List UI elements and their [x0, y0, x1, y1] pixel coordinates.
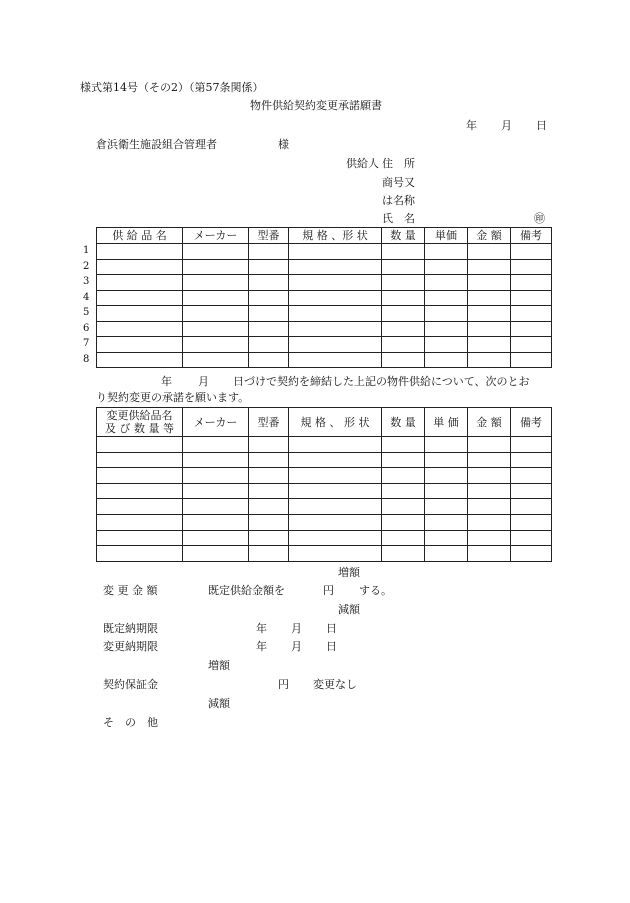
body-text-line2: り契約変更の承諾を願います。 — [96, 391, 250, 404]
row-number: 2 — [83, 261, 90, 272]
cell[interactable] — [97, 352, 183, 368]
table-row — [97, 259, 552, 275]
cell[interactable] — [183, 259, 249, 275]
cell[interactable] — [183, 530, 249, 546]
cell[interactable] — [249, 514, 289, 530]
cell[interactable] — [425, 546, 468, 562]
cell[interactable] — [289, 546, 382, 562]
header-model: 型番 — [249, 408, 289, 437]
cell[interactable] — [97, 546, 183, 562]
cell[interactable] — [425, 275, 468, 291]
guarantee-no-change: 変更なし — [313, 678, 357, 691]
cell[interactable] — [289, 514, 382, 530]
table-row — [97, 530, 552, 546]
table-row — [97, 352, 552, 368]
cell[interactable] — [183, 514, 249, 530]
cell[interactable] — [382, 514, 425, 530]
amount-change-text: 既定供給金額を — [208, 584, 285, 597]
cell[interactable] — [249, 306, 289, 322]
cell[interactable] — [425, 290, 468, 306]
header-item-name: 供 給 品 名 — [97, 228, 183, 244]
cell[interactable] — [249, 452, 289, 468]
cell[interactable] — [511, 483, 552, 499]
cell[interactable] — [249, 290, 289, 306]
header-spec: 規 格 、 形 状 — [289, 408, 382, 437]
cell[interactable] — [97, 275, 183, 291]
cell[interactable] — [249, 244, 289, 260]
cell[interactable] — [249, 352, 289, 368]
table-row — [97, 452, 552, 468]
other-label: そ の 他 — [103, 716, 158, 729]
cell[interactable] — [511, 499, 552, 515]
amount-yen: 円 — [323, 584, 334, 597]
body-month: 月 — [198, 375, 209, 388]
supplier-trade-name-1: 商号又 — [382, 176, 415, 189]
cell[interactable] — [289, 530, 382, 546]
body-text-line1: 日づけで契約を締結した上記の物件供給について、次のとお — [233, 375, 530, 388]
header-maker: メーカー — [183, 228, 249, 244]
cell[interactable] — [511, 352, 552, 368]
cell[interactable] — [289, 468, 382, 484]
cell[interactable] — [97, 499, 183, 515]
table-row — [97, 499, 552, 515]
cell[interactable] — [382, 244, 425, 260]
cell[interactable] — [289, 483, 382, 499]
cell[interactable] — [468, 499, 511, 515]
cell[interactable] — [425, 244, 468, 260]
cell[interactable] — [183, 499, 249, 515]
cell[interactable] — [511, 337, 552, 353]
deadline-current-label: 既定納期限 — [103, 622, 158, 635]
addressee-honorific: 様 — [278, 138, 289, 151]
cell[interactable] — [382, 499, 425, 515]
cell[interactable] — [289, 259, 382, 275]
body-year: 年 — [161, 375, 172, 388]
guarantee-increase: 増額 — [208, 659, 230, 672]
cell[interactable] — [249, 437, 289, 453]
header-maker: メーカー — [183, 408, 249, 437]
header-changed-items-line2: 及 び 数 量 等 — [105, 422, 174, 435]
cell[interactable] — [511, 321, 552, 337]
cell[interactable] — [183, 437, 249, 453]
supplier-address-label: 住 所 — [382, 157, 415, 170]
cell[interactable] — [425, 483, 468, 499]
cell[interactable] — [382, 337, 425, 353]
cell[interactable] — [249, 468, 289, 484]
cell[interactable] — [382, 290, 425, 306]
row-number: 3 — [83, 276, 90, 287]
header-changed-items-line1: 変更供給品名 — [106, 409, 173, 422]
cell[interactable] — [289, 275, 382, 291]
form-id: 様式第14号（その2）（第57条関係） — [80, 81, 264, 94]
cell[interactable] — [249, 546, 289, 562]
cell[interactable] — [183, 483, 249, 499]
cell[interactable] — [249, 530, 289, 546]
table-row — [97, 337, 552, 353]
cell[interactable] — [425, 468, 468, 484]
supplier-name-label: 氏 名 — [382, 212, 415, 225]
cell[interactable] — [97, 244, 183, 260]
deadline-changed-label: 変更納期限 — [103, 640, 158, 653]
amount-suru: する。 — [359, 584, 392, 597]
cell[interactable] — [511, 546, 552, 562]
cell[interactable] — [97, 290, 183, 306]
cell[interactable] — [382, 468, 425, 484]
cell[interactable] — [382, 352, 425, 368]
cell[interactable] — [183, 244, 249, 260]
cell[interactable] — [249, 337, 289, 353]
date-year: 年 — [466, 119, 477, 132]
row-number: 1 — [83, 245, 90, 256]
cell[interactable] — [468, 452, 511, 468]
cell[interactable] — [382, 259, 425, 275]
cell[interactable] — [183, 468, 249, 484]
amount-change-label: 変 更 金 額 — [103, 584, 158, 597]
cell[interactable] — [97, 452, 183, 468]
cell[interactable] — [468, 514, 511, 530]
guarantee-decrease: 減額 — [208, 697, 230, 710]
cell[interactable] — [183, 546, 249, 562]
cell[interactable] — [468, 468, 511, 484]
header-unit-price: 単価 — [425, 228, 468, 244]
cell[interactable] — [468, 259, 511, 275]
cell[interactable] — [425, 437, 468, 453]
cell[interactable] — [382, 483, 425, 499]
cell[interactable] — [382, 452, 425, 468]
cell[interactable] — [249, 499, 289, 515]
header-amount: 金 額 — [468, 228, 511, 244]
cell[interactable] — [511, 275, 552, 291]
cell[interactable] — [468, 437, 511, 453]
cell[interactable] — [183, 337, 249, 353]
cell[interactable] — [382, 546, 425, 562]
cell[interactable] — [249, 483, 289, 499]
cell[interactable] — [511, 306, 552, 322]
cell[interactable] — [511, 468, 552, 484]
table-row — [97, 321, 552, 337]
deadline-changed-month: 月 — [291, 640, 302, 653]
cell[interactable] — [468, 244, 511, 260]
cell[interactable] — [289, 337, 382, 353]
cell[interactable] — [382, 275, 425, 291]
cell[interactable] — [183, 352, 249, 368]
header-unit-price: 単 価 — [425, 408, 468, 437]
cell[interactable] — [97, 437, 183, 453]
cell[interactable] — [382, 321, 425, 337]
cell[interactable] — [468, 530, 511, 546]
cell[interactable] — [511, 514, 552, 530]
cell[interactable] — [289, 499, 382, 515]
table-row — [97, 437, 552, 453]
cell[interactable] — [97, 321, 183, 337]
cell[interactable] — [289, 290, 382, 306]
table-row — [97, 514, 552, 530]
cell[interactable] — [249, 321, 289, 337]
change-items-table — [96, 407, 552, 562]
table-row — [97, 468, 552, 484]
header-quantity: 数 量 — [382, 408, 425, 437]
supply-items-table — [96, 227, 552, 368]
date-month: 月 — [501, 119, 512, 132]
cell[interactable] — [511, 437, 552, 453]
cell[interactable] — [183, 306, 249, 322]
cell[interactable] — [511, 290, 552, 306]
deadline-changed-day: 日 — [326, 640, 337, 653]
deadline-current-day: 日 — [326, 622, 337, 635]
cell[interactable] — [183, 321, 249, 337]
cell[interactable] — [425, 306, 468, 322]
row-number: 8 — [83, 354, 90, 365]
cell[interactable] — [425, 530, 468, 546]
cell[interactable] — [425, 352, 468, 368]
cell[interactable] — [97, 306, 183, 322]
header-changed-items — [97, 408, 183, 437]
supplier-label: 供給人 — [346, 157, 379, 170]
cell[interactable] — [97, 483, 183, 499]
cell[interactable] — [511, 244, 552, 260]
cell[interactable] — [289, 306, 382, 322]
guarantee-yen: 円 — [278, 678, 289, 691]
header-model: 型番 — [249, 228, 289, 244]
cell[interactable] — [289, 437, 382, 453]
amount-increase: 増額 — [338, 566, 360, 579]
header-spec: 規 格 、形 状 — [289, 228, 382, 244]
amount-decrease: 減額 — [338, 603, 360, 616]
header-amount: 金 額 — [468, 408, 511, 437]
cell[interactable] — [289, 244, 382, 260]
cell[interactable] — [249, 275, 289, 291]
cell[interactable] — [468, 321, 511, 337]
table-row — [97, 483, 552, 499]
cell[interactable] — [382, 530, 425, 546]
cell[interactable] — [289, 321, 382, 337]
cell[interactable] — [425, 514, 468, 530]
seal-mark: ㊞ — [534, 212, 545, 225]
row-number: 6 — [83, 323, 90, 334]
supplier-trade-name-2: は名称 — [382, 194, 415, 207]
guarantee-label: 契約保証金 — [103, 678, 158, 691]
row-number: 7 — [83, 338, 90, 349]
deadline-changed-year: 年 — [256, 640, 267, 653]
row-number: 4 — [83, 292, 90, 303]
table-row — [97, 275, 552, 291]
cell[interactable] — [382, 306, 425, 322]
cell[interactable] — [97, 337, 183, 353]
table-row — [97, 290, 552, 306]
cell[interactable] — [468, 546, 511, 562]
cell[interactable] — [425, 259, 468, 275]
cell[interactable] — [425, 321, 468, 337]
cell[interactable] — [425, 337, 468, 353]
header-remarks: 備考 — [511, 408, 552, 437]
table-row — [97, 546, 552, 562]
cell[interactable] — [249, 259, 289, 275]
cell[interactable] — [183, 275, 249, 291]
deadline-current-year: 年 — [256, 622, 267, 635]
cell[interactable] — [183, 290, 249, 306]
document-title: 物件供給契約変更承諾願書 — [250, 99, 382, 112]
cell[interactable] — [511, 452, 552, 468]
cell[interactable] — [97, 514, 183, 530]
row-number: 5 — [83, 307, 90, 318]
cell[interactable] — [468, 306, 511, 322]
cell[interactable] — [511, 259, 552, 275]
table-row — [97, 244, 552, 260]
cell[interactable] — [468, 275, 511, 291]
cell[interactable] — [183, 452, 249, 468]
cell[interactable] — [97, 530, 183, 546]
cell[interactable] — [468, 290, 511, 306]
cell[interactable] — [289, 452, 382, 468]
cell[interactable] — [468, 352, 511, 368]
cell[interactable] — [511, 530, 552, 546]
cell[interactable] — [289, 352, 382, 368]
header-quantity: 数 量 — [382, 228, 425, 244]
cell[interactable] — [425, 452, 468, 468]
addressee: 倉浜衛生施設組合管理者 — [96, 138, 217, 151]
cell[interactable] — [425, 499, 468, 515]
cell[interactable] — [468, 483, 511, 499]
cell[interactable] — [468, 337, 511, 353]
cell[interactable] — [382, 437, 425, 453]
date-day: 日 — [536, 119, 547, 132]
deadline-current-month: 月 — [291, 622, 302, 635]
cell[interactable] — [97, 468, 183, 484]
table-row — [97, 306, 552, 322]
cell[interactable] — [97, 259, 183, 275]
header-remarks: 備考 — [511, 228, 552, 244]
